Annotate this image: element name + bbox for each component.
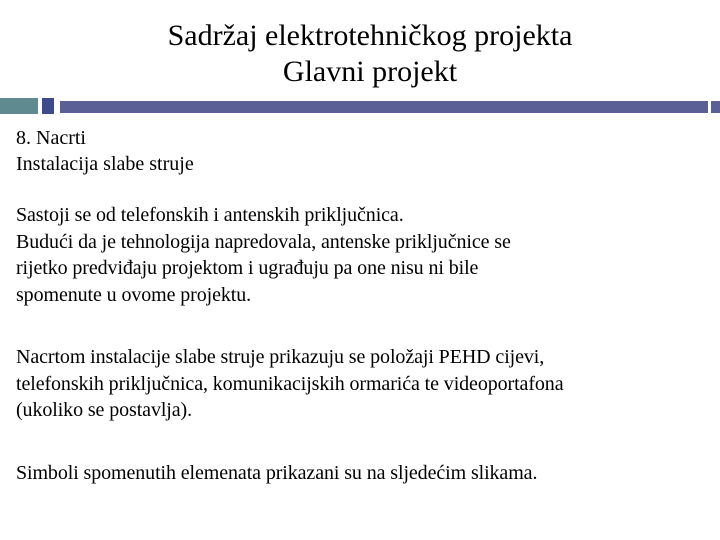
paragraph-1 xyxy=(16,202,511,308)
section-heading-line-2: Instalacija slabe struje xyxy=(16,153,194,175)
paragraph-line: telefonskih priključnica, komunikacijskih ormarića te videoportafona xyxy=(16,372,564,395)
paragraph-line: Budući da je tehnologija napredovala, antenske priključnice se xyxy=(16,230,511,253)
section-heading-line-1: 8. Nacrti xyxy=(16,127,86,149)
divider-end-block xyxy=(711,101,720,113)
paragraph-line: spomenute u ovome projektu. xyxy=(16,283,252,306)
slide-title xyxy=(0,18,720,90)
divider-teal-square xyxy=(0,98,38,114)
paragraph-line: (ukoliko se postavlja). xyxy=(16,399,193,421)
paragraph-line: Nacrtom instalacije slabe struje prikazuju se položaji PEHD cijevi, xyxy=(16,346,545,368)
paragraph-3 xyxy=(16,460,537,487)
section-heading xyxy=(16,125,194,177)
paragraph-line: Simboli spomenutih elemenata prikazani su na sljedećim slikama. xyxy=(16,462,538,484)
slide-title-line-1: Sadržaj elektrotehničkog projekta xyxy=(167,19,573,52)
slide-title-line-2: Glavni projekt xyxy=(282,55,458,88)
divider-navy-square xyxy=(42,98,54,114)
paragraph-line: rijetko predviđaju projektom i ugrađuju pa one nisu ni bile xyxy=(16,257,479,279)
divider-bar xyxy=(60,101,708,113)
paragraph-2 xyxy=(16,344,563,424)
paragraph-line: Sastoji se od telefonskih i antenskih priključnica. xyxy=(16,204,404,226)
